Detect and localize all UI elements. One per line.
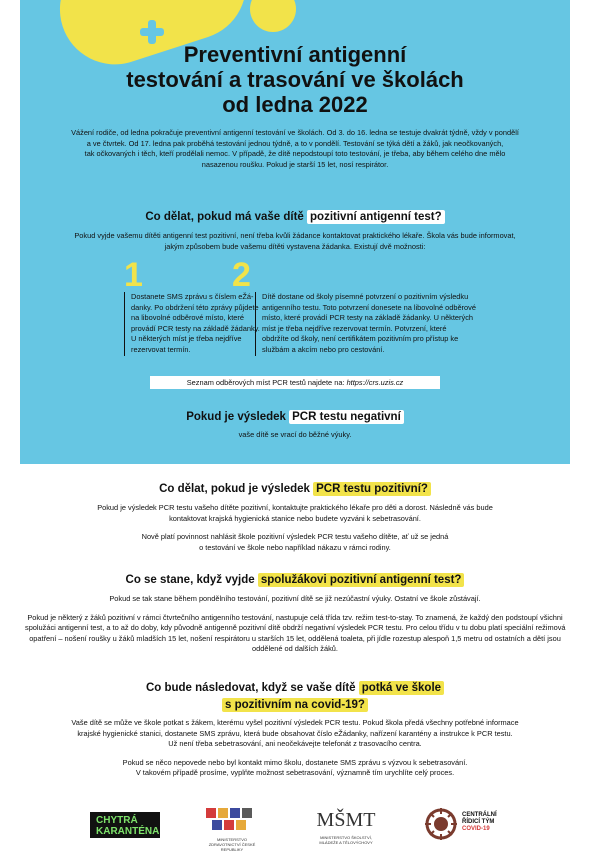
intro-text: Vážení rodiče, od ledna pokračuje preventivní antigenní testování ve školách. Od 3. do 16. ledna se testuje dvakrát týdně, vždy v pondělí a ve čtvrtek. Od 17. ledna pak proběhá testování jednou týdně, a to v pondělí. Testování se týká dětí a žáků, jak neočkovaných, tak očkovaných i těch, kteří prodělali nemoc. V případě, že dítě nepodstoupí toto testování, je třeba, aby během celého dne mělo nasazenou roušku. Pokud je starší 15 let, nosí respirátor. xyxy=(71,128,519,169)
negative-heading: Pokud je výsledek PCR testu negativní xyxy=(20,410,570,425)
central-management-team-logo xyxy=(424,806,514,842)
plus-icon xyxy=(140,20,164,44)
section4-text: Vaše dítě se může ve škole potkat s žákem, kterému vyšel pozitivní výsledek PCR testu. Pokud škola předá všechny potřebné informace krajské hygienické stanici, dostanete SMS zprávu, která bude obsahovat číslo eŽádanky, nařízení karantény a instrukce k PCR testu. Už není třeba sebetrasování, ani neočekávejte telefonát z trasovacího centra. Pokud se něco nepovede nebo byl kontakt mimo školu, dostanete SMS zprávu s výzvou k sebetrasování. V takovém případě prosíme, vyplňte možnost sebetrasování, významně tím urychlíte celý proces. xyxy=(71,718,519,778)
option1-number: 1 xyxy=(124,256,143,294)
section4-heading: Co bude následovat, když se vaše dítě potká ve škole s pozitivním na covid-19? xyxy=(20,680,570,714)
section3-text: Pokud se tak stane během pondělního testování, pozitivní dítě se již nezúčastní výuky. Ostatní ve škole zůstávají. Pokud je některý z žáků pozitivní v rámci čtvrtečního antigenního testování, nastupuje celá třída tzv. režim test-to-stay. To znamená, že každý den podstoupí všichni spolužáci antigenní test, a to až do doby, kdy původně antigenně pozitivní dítě obdrží negativní výsledek PCR testu. Pro celou třídu v tu dobu platí speciální režimová opatření – nošení roušky u žáků mladších 15 let, nošení respirátoru u starších 15 let, oddělená toaleta, při jídle rozestup alespoň 1,5 metru od ostatních a dětí jsou oddělené od dalších žáků. xyxy=(25,594,566,654)
option2-text: Dítě dostane od školy písemné potvrzení o pozitivním výsledku antigenního testu. Toto potvrzení donesete na libovolné odběrové místo, které provádí PCR testy na základě žádanky. U některých míst je třeba nejdříve rezervovat termín. Potvrzení, které obdržíte od školy, není certifikátem pozitivním pro přístup ke službám a akcím nebo pro cestování. xyxy=(255,292,476,356)
mz-emblem-icon xyxy=(196,806,268,832)
pcr-sites-link: Seznam odběrových míst PCR testů najdete na: https://crs.uzis.cz xyxy=(150,376,440,389)
chytra-karantena-logo: CHYTRÁ KARANTÉNA xyxy=(90,812,160,838)
option2-number: 2 xyxy=(232,256,251,294)
msmt-emblem-icon xyxy=(305,806,387,830)
section3-heading: Co se stane, když vyjde spolužákovi pozitivní antigenní test? xyxy=(20,573,570,588)
option1-text: Dostanete SMS zprávu s číslem eŽá- danky. Po obdržení této zprávy půjdete na libovolné odběrové místo, které provádí PCR testy na základě žádanky. U některých míst je třeba nejdříve rezervovat termín. xyxy=(124,292,260,356)
ministry-of-education-logo: MŠMT MINISTERSTVO ŠKOLSTVÍ, MLÁDEŽE A TĚLOVÝCHOVY xyxy=(305,806,387,842)
crs-uzis-link[interactable]: https://crs.uzis.cz xyxy=(346,378,404,387)
svg-text:MŠMT: MŠMT xyxy=(316,809,376,830)
page-title: Preventivní antigenní testování a trasování ve školách od ledna 2022 xyxy=(126,42,464,117)
negative-text: vaše dítě se vrací do běžné výuky. xyxy=(238,430,352,439)
yellow-circle-graphic xyxy=(250,0,296,32)
crt-emblem-icon xyxy=(424,806,458,842)
ministry-of-health-logo: MINISTERSTVO ZDRAVOTNICTVÍ ČESKÉ REPUBLIKY xyxy=(196,806,268,842)
section1-heading: Co dělat, pokud má vaše dítě pozitivní antigenní test? xyxy=(20,210,570,225)
section2-text: Pokud je výsledek PCR testu vašeho dítěte pozitivní, kontaktujte praktického lékaře pro děti a dorost. Následně vás bude kontaktovat krajská hygienická stanice nebo budete vyzváni k sebetrasování. Nově platí povinnost nahlásit škole pozitivní výsledek PCR testu vašeho dítěte, ať už se jedná o testování ve škole nebo například nákazu v rámci rodiny. xyxy=(97,503,493,552)
crt-label: CENTRÁLNÍ ŘÍDICÍ TÝM COVID-19 xyxy=(462,812,497,832)
section1-text: Pokud vyjde vašemu dítěti antigenní test pozitivní, není třeba kvůli žádance kontaktovat praktického lékaře. Škola vás bude informovat, jakým způsobem bude vašemu dítěti vystavena žádanka. Existují dvě možnosti: xyxy=(74,231,516,251)
section2-heading: Co dělat, pokud je výsledek PCR testu pozitivní? xyxy=(20,482,570,497)
